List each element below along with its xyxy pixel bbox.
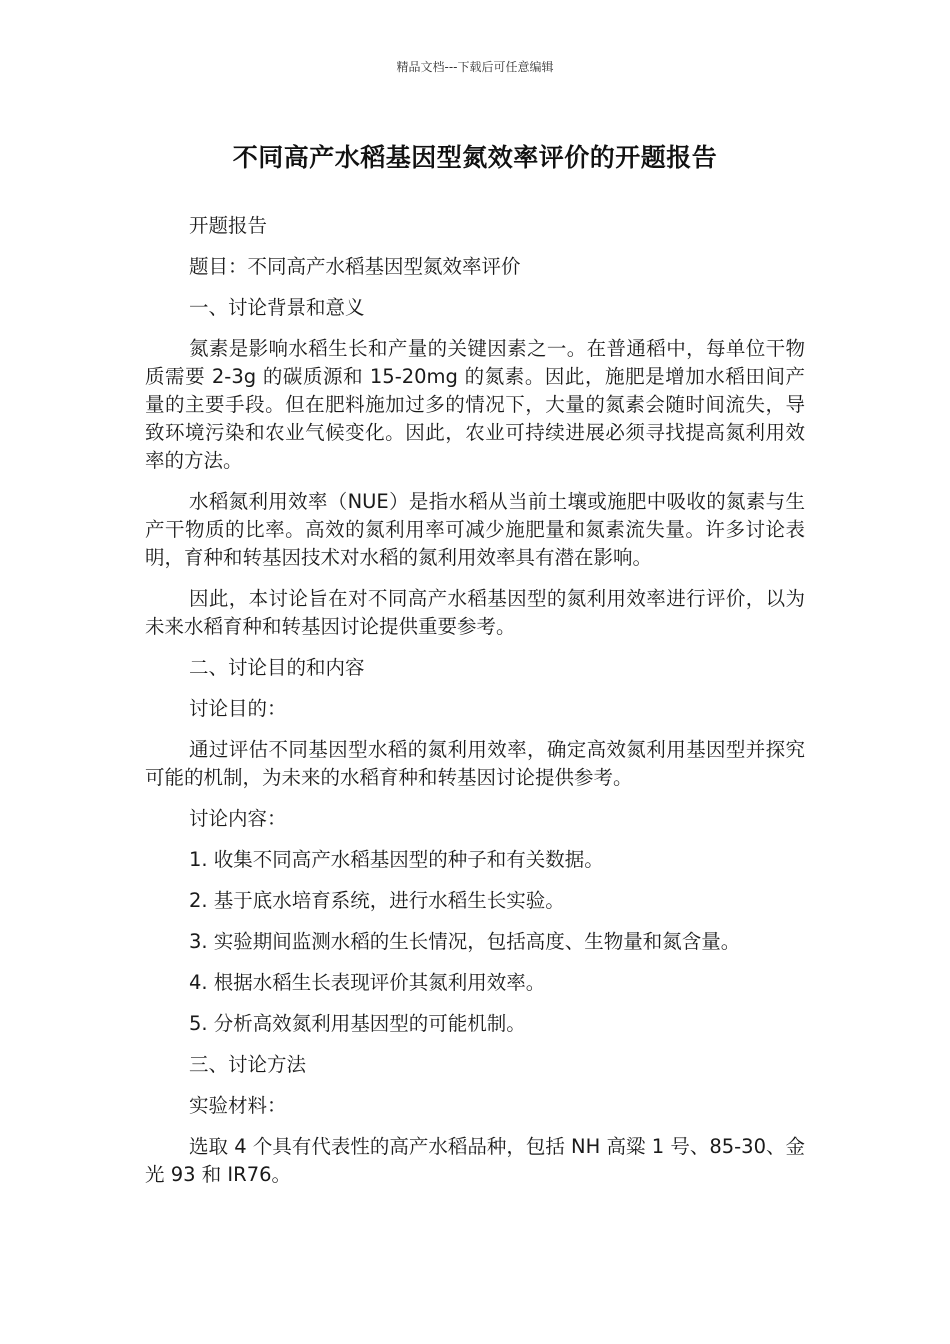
document-title: 不同高产水稻基因型氮效率评价的开题报告 bbox=[232, 143, 718, 172]
paragraph-label: 开题报告 bbox=[189, 214, 268, 237]
subheading-content: 讨论内容： bbox=[189, 807, 287, 830]
paragraph: 水稻氮利用效率（NUE）是指水稻从当前土壤或施肥中吸收的氮素与生产干物质的比率。高效的氮利用率可减少施肥量和氮素流失量。许多讨论表明，育种和转基因技术对水稻的氮利用效率具有潜在影响。 bbox=[145, 490, 805, 569]
paragraph: 选取 4 个具有代表性的高产水稻品种，包括 NH 高粱 1 号、85-30、金光 93 和 IR76。 bbox=[145, 1135, 805, 1186]
list-item: 3. 实验期间监测水稻的生长情况，包括高度、生物量和氮含量。 bbox=[189, 930, 741, 953]
section-heading-1: 一、讨论背景和意义 bbox=[189, 296, 365, 319]
subheading-materials: 实验材料： bbox=[189, 1094, 287, 1117]
document-body bbox=[145, 212, 805, 1202]
section-heading-3: 三、讨论方法 bbox=[189, 1053, 307, 1076]
header-note: 精品文档---下载后可任意编辑 bbox=[396, 60, 554, 74]
list-item: 4. 根据水稻生长表现评价其氮利用效率。 bbox=[189, 971, 546, 994]
section-heading-2: 二、讨论目的和内容 bbox=[189, 656, 365, 679]
paragraph: 通过评估不同基因型水稻的氮利用效率，确定高效氮利用基因型并探究可能的机制，为未来的水稻育种和转基因讨论提供参考。 bbox=[145, 738, 805, 789]
list-item: 1. 收集不同高产水稻基因型的种子和有关数据。 bbox=[189, 848, 604, 871]
list-item: 2. 基于底水培育系统，进行水稻生长实验。 bbox=[189, 889, 565, 912]
subheading-purpose: 讨论目的： bbox=[189, 697, 287, 720]
paragraph: 氮素是影响水稻生长和产量的关键因素之一。在普通稻中，每单位干物质需要 2-3g 的碳质源和 15-20mg 的氮素。因此，施肥是增加水稻田间产量的主要手段。但在肥料施加过多的情况下，大量的氮素会随时间流失，导致环境污染和农业气候变化。因此，农业可持续进展必须寻找提高氮利用效率的方法。 bbox=[145, 337, 805, 472]
paragraph: 因此，本讨论旨在对不同高产水稻基因型的氮利用效率进行评价，以为未来水稻育种和转基因讨论提供重要参考。 bbox=[145, 587, 805, 638]
list-item: 5. 分析高效氮利用基因型的可能机制。 bbox=[189, 1012, 526, 1035]
paragraph-topic: 题目：不同高产水稻基因型氮效率评价 bbox=[189, 255, 521, 278]
